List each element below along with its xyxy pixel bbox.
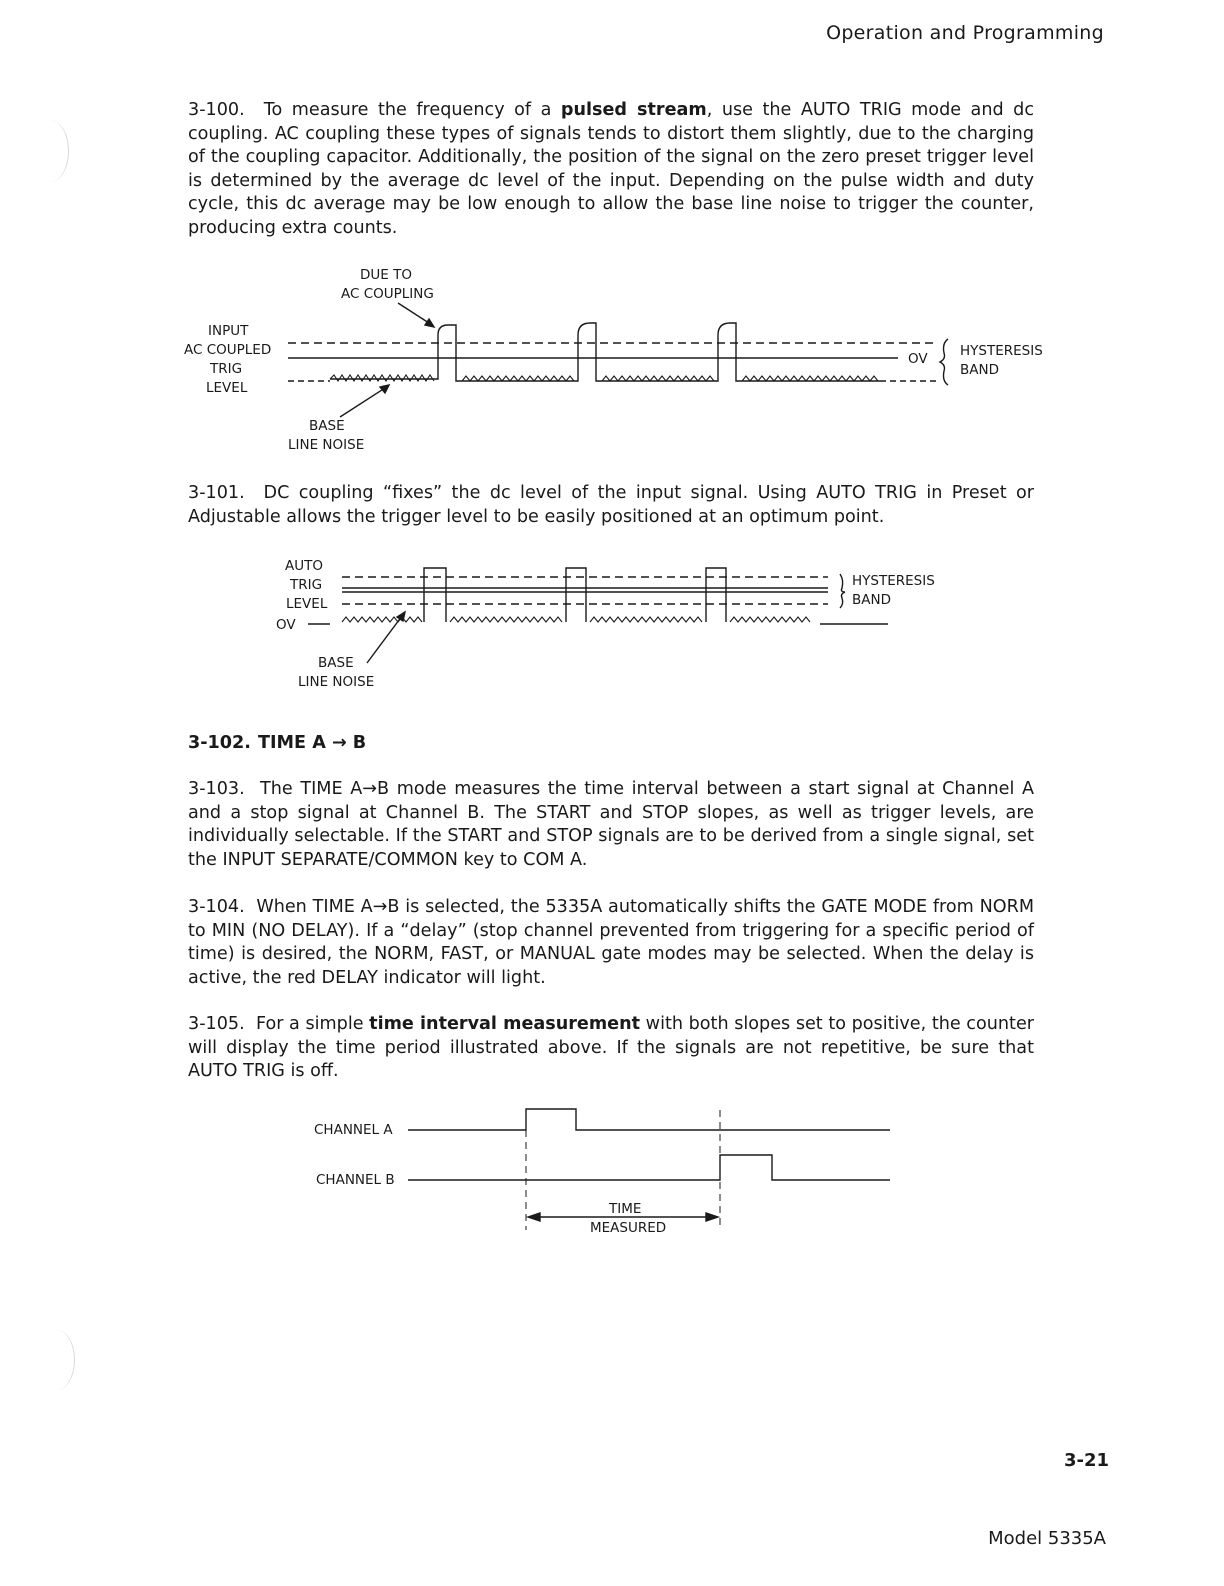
pulse-waveform [330,323,880,381]
figure-dc-coupled-trigger [260,550,980,695]
label-level: LEVEL [286,596,328,612]
paragraph-number: 3-103. [188,779,245,799]
base-line-noise [590,617,702,622]
label-channel-a: CHANNEL A [314,1122,393,1138]
section-heading [188,733,366,753]
hysteresis-brace [840,574,845,608]
pulse-waveform [424,568,726,622]
model-footer: Model 5335A [988,1528,1106,1549]
bold-term: time interval measurement [369,1014,641,1034]
label-line-noise: LINE NOISE [288,437,365,453]
margin-blot [32,120,69,182]
label-band: BAND [960,362,999,378]
paragraph-number: 3-104. [188,897,245,917]
arrowhead [425,319,434,327]
margin-blot [38,1330,75,1390]
arrow-base-noise [367,616,402,663]
label-due-to: DUE TO [360,267,412,283]
base-line-noise [602,376,714,381]
bold-term: pulsed stream [560,100,707,120]
running-header: Operation and Programming [826,22,1104,44]
section-title: TIME A → B [258,733,367,753]
paragraph-3-100: 3-100. To measure the frequency of a pulsed stream, use the AUTO TRIG mode and dc coupling. AC coupling these types of signals tends to distort them slightly, due to the charging of the coupling capacitor. Additionally, the position of the signal on the zero preset trigger level is determined by the average dc level of the input. Depending on the pulse width and duty cycle, this dc average may be low enough to allow the base line noise to trigger the counter, producing extra counts. [188,100,1035,238]
paragraph-number: 3-100. [188,100,245,120]
base-line-noise [330,375,434,381]
paragraph-number: 3-101. [188,483,245,503]
base-line-noise [730,617,810,622]
label-channel-b: CHANNEL B [316,1172,395,1188]
arrowhead [380,385,389,393]
arrowhead-right [706,1213,718,1221]
figure-ac-coupled-trigger [170,255,1070,465]
label-band: BAND [852,592,891,608]
label-base: BASE [309,418,345,434]
label-base: BASE [318,655,354,671]
page-number: 3-21 [1063,1450,1109,1471]
label-trig: TRIG [290,577,323,593]
paragraph-3-101: 3-101. DC coupling “fixes” the dc level of the input signal. Using AUTO TRIG in Preset or Adjustable allows the trigger level to be easily positioned at an optimum point. [188,483,1035,527]
label-hysteresis: HYSTERESIS [960,343,1043,359]
arrowhead [397,612,405,621]
label-measured: MEASURED [590,1220,667,1236]
label-line-noise: LINE NOISE [298,674,375,690]
label-ov: OV [276,617,296,633]
label-hysteresis: HYSTERESIS [852,573,935,589]
label-ac-coupled: AC COUPLED [184,342,272,358]
base-line-noise [462,376,574,381]
label-level: LEVEL [206,380,248,396]
base-line-noise [450,617,562,622]
figure-time-interval [300,1100,900,1245]
label-ov: OV [908,351,928,367]
label-ac-coupling: AC COUPLING [341,286,434,302]
channel-b-signal [408,1155,890,1180]
base-line-noise [342,617,422,622]
channel-a-signal [408,1109,890,1130]
label-time: TIME [609,1201,642,1217]
base-line-noise [742,376,878,381]
label-auto: AUTO [285,558,323,574]
arrowhead-left [528,1213,540,1221]
paragraph-3-104: 3-104. When TIME A→B is selected, the 5335A automatically shifts the GATE MODE from NORM to MIN (NO DELAY). If a “delay” (stop channel prevented from triggering for a specific period of time) is desired, the NORM, FAST, or MANUAL gate modes may be selected. When the delay is active, the red DELAY indicator will light. [188,897,1034,988]
paragraph-3-105: 3-105. For a simple time interval measurement with both slopes set to positive, the counter will display the time period illustrated above. If the signals are not repetitive, be sure that AUTO TRIG is off. [188,1014,1035,1082]
paragraph-3-103: 3-103. The TIME A→B mode measures the time interval between a start signal at Channel A and a stop signal at Channel B. The START and STOP slopes, as well as trigger levels, are individually selectable. If the START and STOP signals are to be derived from a single signal, set the INPUT SEPARATE/COMMON key to COM A. [188,779,1035,870]
arrow-base-noise [340,388,385,417]
label-trig: TRIG [210,361,243,377]
section-number: 3-102. [188,733,251,753]
hysteresis-brace [940,339,948,385]
label-input: INPUT [208,323,249,339]
paragraph-number: 3-105. [188,1014,245,1034]
